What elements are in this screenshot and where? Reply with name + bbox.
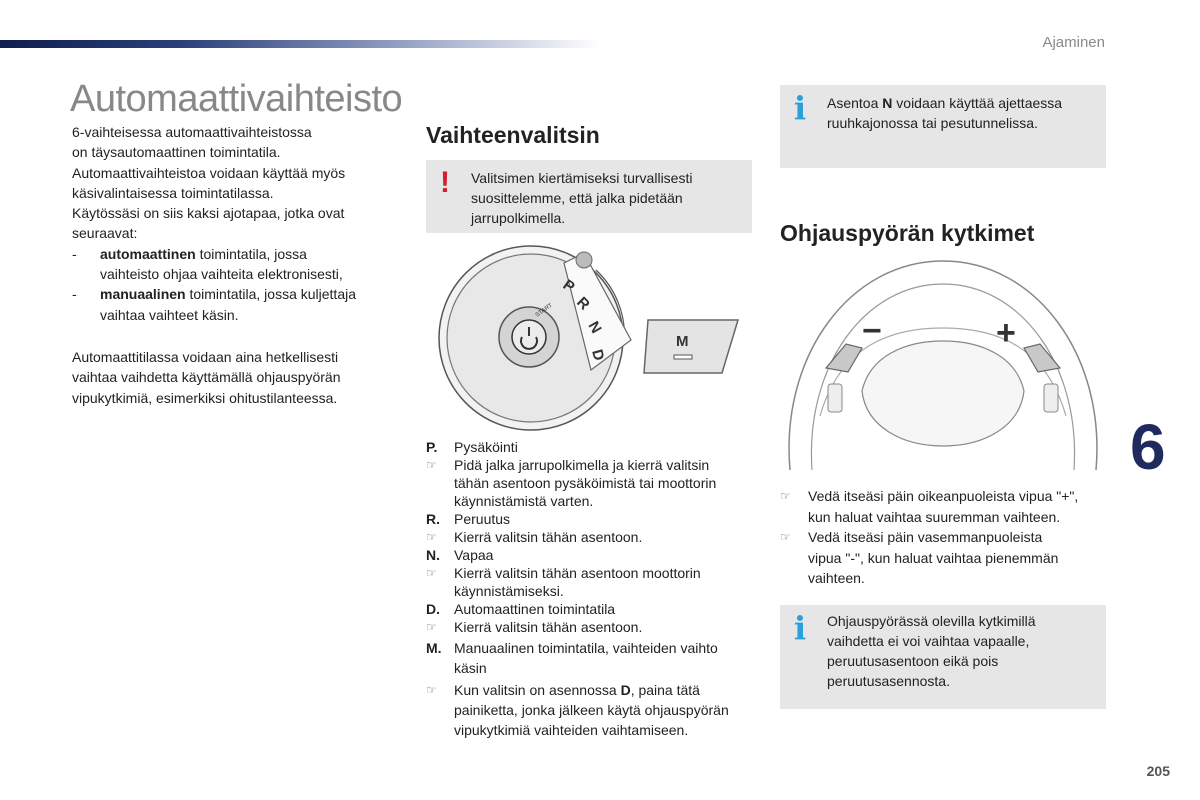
paddle-instruction: Vedä itseäsi päin oikeanpuoleista vipua "+", [808,488,1079,504]
steering-wheel-illustration [780,256,1106,472]
gear-instruction: Pidä jalka jarrupolkimella ja kierrä valitsin [454,457,710,473]
info-text: Asentoa [827,95,883,111]
wheel-hub [862,341,1024,446]
mode-item [72,244,392,285]
dial-letter-d: D [588,347,608,363]
gear-name: Manuaalinen toimintatila, vaihteiden vaihto [454,640,718,656]
gear-instruction: Kierrä valitsin tähän asentoon. [454,619,643,635]
info-box-paddles [780,605,1106,709]
wheel-button [828,384,842,412]
plus-symbol: + [996,314,1016,352]
dial-letter-n: N [584,318,605,337]
dash: - [72,286,77,303]
pointing-hand-icon: ☞ [426,530,437,544]
plus-paddle [1024,344,1060,372]
info-icon: i [794,89,807,127]
info-text: peruutusasentoon eikä pois [827,653,999,669]
paddle-instructions [780,486,1110,589]
mode-desc: toimintatila, jossa kuljettaja [185,286,357,303]
m-button-label: M [676,333,689,350]
gear-instruction: käynnistämiseksi. [454,583,564,599]
paddle-instruction: Vedä itseäsi päin vasemmanpuoleista [808,529,1043,545]
m-button-indicator [674,355,692,359]
selector-heading: Vaihteenvalitsin [426,122,600,148]
m-button [644,320,738,373]
intro-text [72,122,392,408]
pointing-hand-icon: ☞ [426,620,437,634]
info-text-gear: N [882,95,893,111]
intro-line: Käytössäsi on siis kaksi ajotapaa, jotka ovat [72,205,345,222]
dial-letter-r: R [573,293,593,314]
pointing-hand-icon: ☞ [426,683,437,697]
minus-symbol: − [862,312,882,350]
gear-key: D. [426,601,440,617]
manual-instruction: , paina tätä [630,682,700,698]
gear-key: M [426,640,438,656]
gear-instruction: Kierrä valitsin tähän asentoon moottorin [454,565,701,581]
page-number: 205 [1146,763,1170,779]
minus-paddle [826,344,862,372]
gear-instruction: käynnistämistä varten. [454,493,594,509]
intro-line: Automaattivaihteistoa voidaan käyttää myös [72,164,346,181]
mode-name: manuaalinen [100,286,186,303]
warning-line: Valitsimen kiertämiseksi turvallisesti [471,170,693,186]
warning-line: suosittelemme, että jalka pidetään [471,190,683,206]
mode-desc: vaihtaa vaihteet käsin. [100,306,239,323]
gear-instruction: tähän asentoon pysäköimistä tai moottorin [454,475,717,491]
manual-instruction: painiketta, jonka jälkeen käytä ohjauspyörän [454,702,729,718]
intro-line: seuraavat: [72,225,138,242]
dash: - [72,245,77,262]
gear-name: Vapaa [454,547,494,563]
info-text: vaihdetta ei voi vaihtaa vapaalle, [827,633,1030,649]
gear-key: N. [426,547,440,563]
dial-letter-p: P [559,276,578,297]
intro-line: on täysautomaattinen toimintatila. [72,144,281,161]
gear-position-list: P. Pysäköinti ☞ Pidä jalka jarrupolkimella ja kierrä valitsin tähän asentoon pysäköimistä tai moottorin käynnistämistä varten. R. Peruutus ☞ Kierrä valitsin tähän asentoon. N. Vapaa ☞ Kierrä valitsin tähän asentoon moottorin käynnistämiseksi. D. Automaattinen toimintatila ☞ Kierrä valitsin tähän asentoon. M. Manuaalinen toimintatila, vaihteiden vaihto käsin ☞ Kun valitsin on asennossa D, paina tätä painiketta, jonka jälkeen käytä ohjauspyörän vipukytkimiä vaihteiden vaihtamiseen. [426,439,729,738]
intro-line: 6-vaihteisessa automaattivaihteistossa [72,124,312,140]
wheel-button [1044,384,1058,412]
paddle-instruction: kun haluat vaihtaa suuremman vaihteen. [808,508,1061,525]
pointing-hand-icon: ☞ [780,489,791,503]
info-text: ruuhkajonossa tai pesutunnelissa. [827,115,1038,131]
warning-box [426,160,752,233]
info-text: Ohjauspyörässä olevilla kytkimillä [827,613,1036,629]
gear-key: R. [426,511,440,527]
info-text: peruutusasennosta. [827,673,950,689]
start-label: START [534,302,554,319]
pointing-hand-icon: ☞ [426,566,437,580]
mode-item [72,284,392,325]
info-icon: i [794,609,807,647]
gear-key: P. [426,439,438,455]
note-line: vipukytkimiä, esimerkiksi ohitustilanteessa. [72,389,338,406]
gear-name: käsin [454,660,487,676]
exclamation-icon: ! [440,166,450,199]
gear-selector-illustration [426,245,752,435]
chapter-number: 6 [1130,411,1166,483]
manual-instruction-gear: D [620,682,631,698]
note-line: Automaattitilassa voidaan aina hetkellisesti [72,348,339,365]
note-line: vaihtaa vaihdetta käyttämällä ohjauspyörän [72,369,341,386]
info-box-neutral [780,85,1106,168]
manual-instruction: Kun valitsin on asennossa [454,682,621,698]
paddles-heading: Ohjauspyörän kytkimet [780,220,1035,246]
manual-instruction: vipukytkimiä vaihteiden vaihtamiseen. [454,722,689,738]
intro-line: käsivalintaisessa toimintatilassa. [72,184,274,201]
gear-name: Peruutus [454,511,511,527]
gear-name: Pysäköinti [454,439,518,455]
header-gradient-bar [0,40,600,48]
section-label: Ajaminen [1042,34,1105,51]
dial-grip [576,252,592,268]
pointing-hand-icon: ☞ [780,530,791,544]
paddle-instruction: vipua "-", kun haluat vaihtaa pienemmän [808,549,1059,566]
paddle-instruction: vaihteen. [808,570,865,586]
mode-name: automaattinen [100,245,196,262]
mode-desc: toimintatila, jossa [195,245,307,262]
page-title: Automaattivaihteisto [70,78,403,120]
info-text: voidaan käyttää ajettaessa [892,95,1063,111]
warning-line: jarrupolkimella. [471,210,566,226]
gear-name: Automaattinen toimintatila [454,601,616,617]
mode-desc: vaihteisto ohjaa vaihteita elektronisesti, [100,266,343,283]
gear-instruction: Kierrä valitsin tähän asentoon. [454,529,643,545]
pointing-hand-icon: ☞ [426,458,437,472]
